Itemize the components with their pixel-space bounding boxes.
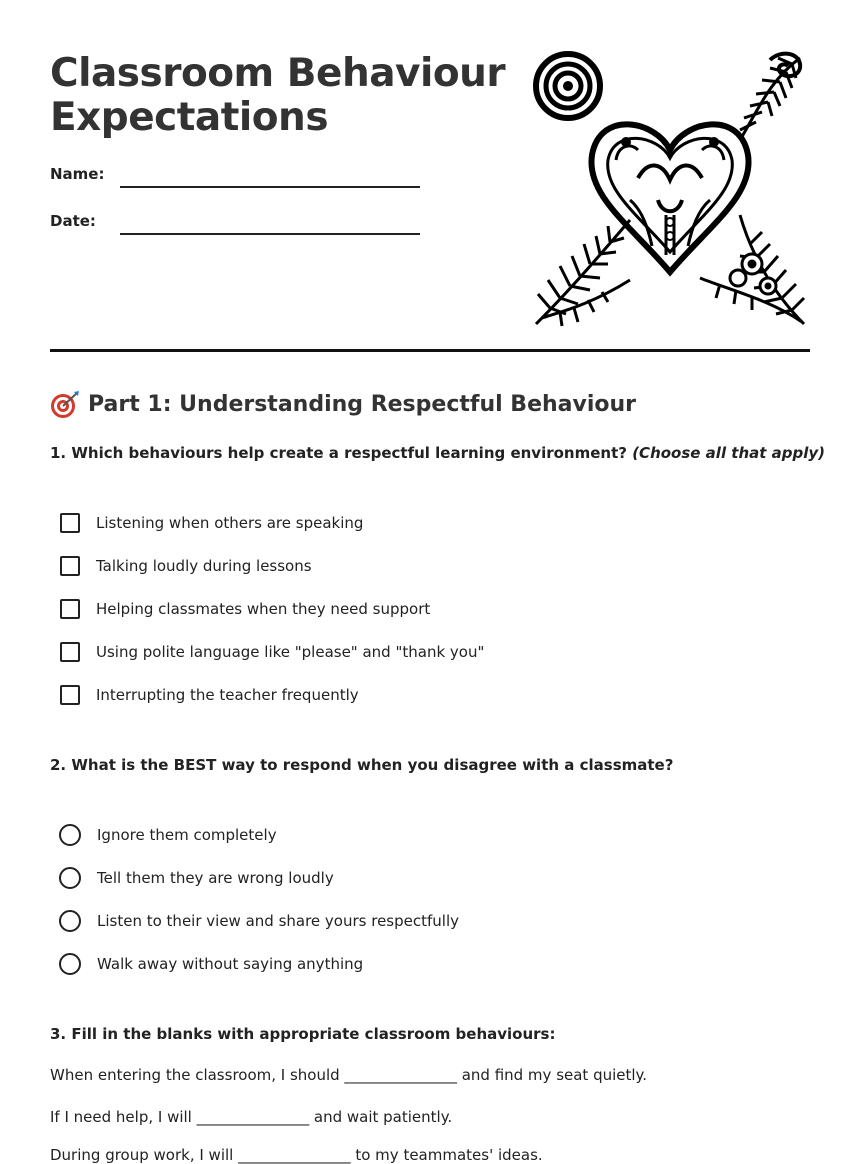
radio-button[interactable] [59,867,81,889]
radio-button[interactable] [59,910,81,932]
name-label: Name: [50,165,105,183]
q1-option[interactable] [60,596,430,622]
option-label: Listen to their view and share yours respectfully [97,912,459,930]
section-heading-part1 [50,386,636,422]
koru-spiral-icon [536,54,600,118]
q2-option[interactable] [60,865,334,891]
option-label: Talking loudly during lessons [96,557,312,575]
option-label: Tell them they are wrong loudly [97,869,334,887]
option-label: Helping classmates when they need support [96,600,431,618]
question-1-note: (Choose all that apply) [632,444,826,462]
q1-option[interactable] [60,682,359,708]
date-label: Date: [50,212,96,230]
option-label: Listening when others are speaking [96,514,364,532]
option-label: Using polite language like "please" and "thank you" [96,643,485,661]
section-heading-text: Part 1: Understanding Respectful Behaviour [88,391,637,417]
fill-in-sentence[interactable]: When entering the classroom, I should _______________ and find my seat quietly. [50,1066,648,1084]
q2-option[interactable] [60,822,277,848]
radio-button[interactable] [59,824,81,846]
heart-fern-illustration [530,50,810,330]
question-2: 2. What is the BEST way to respond when you disagree with a classmate? [50,756,674,774]
q2-option[interactable] [60,951,363,977]
question-3: 3. Fill in the blanks with appropriate classroom behaviours: [50,1025,556,1043]
q1-option[interactable] [60,510,363,536]
checkbox[interactable] [60,642,80,662]
q1-option[interactable] [60,639,484,665]
question-1 [50,444,825,462]
checkbox[interactable] [60,513,80,533]
checkbox[interactable] [60,599,80,619]
worksheet-page [50,0,826,1164]
heart-icon [591,124,748,272]
date-field[interactable] [120,233,420,235]
option-label: Walk away without saying anything [97,955,364,973]
fill-in-sentence[interactable]: During group work, I will _______________ to my teammates' ideas. [50,1146,543,1164]
option-label: Ignore them completely [97,826,277,844]
name-field[interactable] [120,186,420,188]
checkbox[interactable] [60,556,80,576]
header-divider [50,349,810,352]
fern-flower-icon [700,215,804,324]
checkbox[interactable] [60,685,80,705]
fern-icon [740,54,800,140]
radio-button[interactable] [59,953,81,975]
target-icon [50,389,80,419]
question-1-text: 1. Which behaviours help create a respectful learning environment? [50,444,627,462]
q1-option[interactable] [60,553,312,579]
q2-option[interactable] [60,908,459,934]
option-label: Interrupting the teacher frequently [96,686,359,704]
page-title: Classroom Behaviour Expectations [50,51,506,140]
fill-in-sentence[interactable]: If I need help, I will _______________ and wait patiently. [50,1108,453,1126]
fern-icon [536,220,630,326]
